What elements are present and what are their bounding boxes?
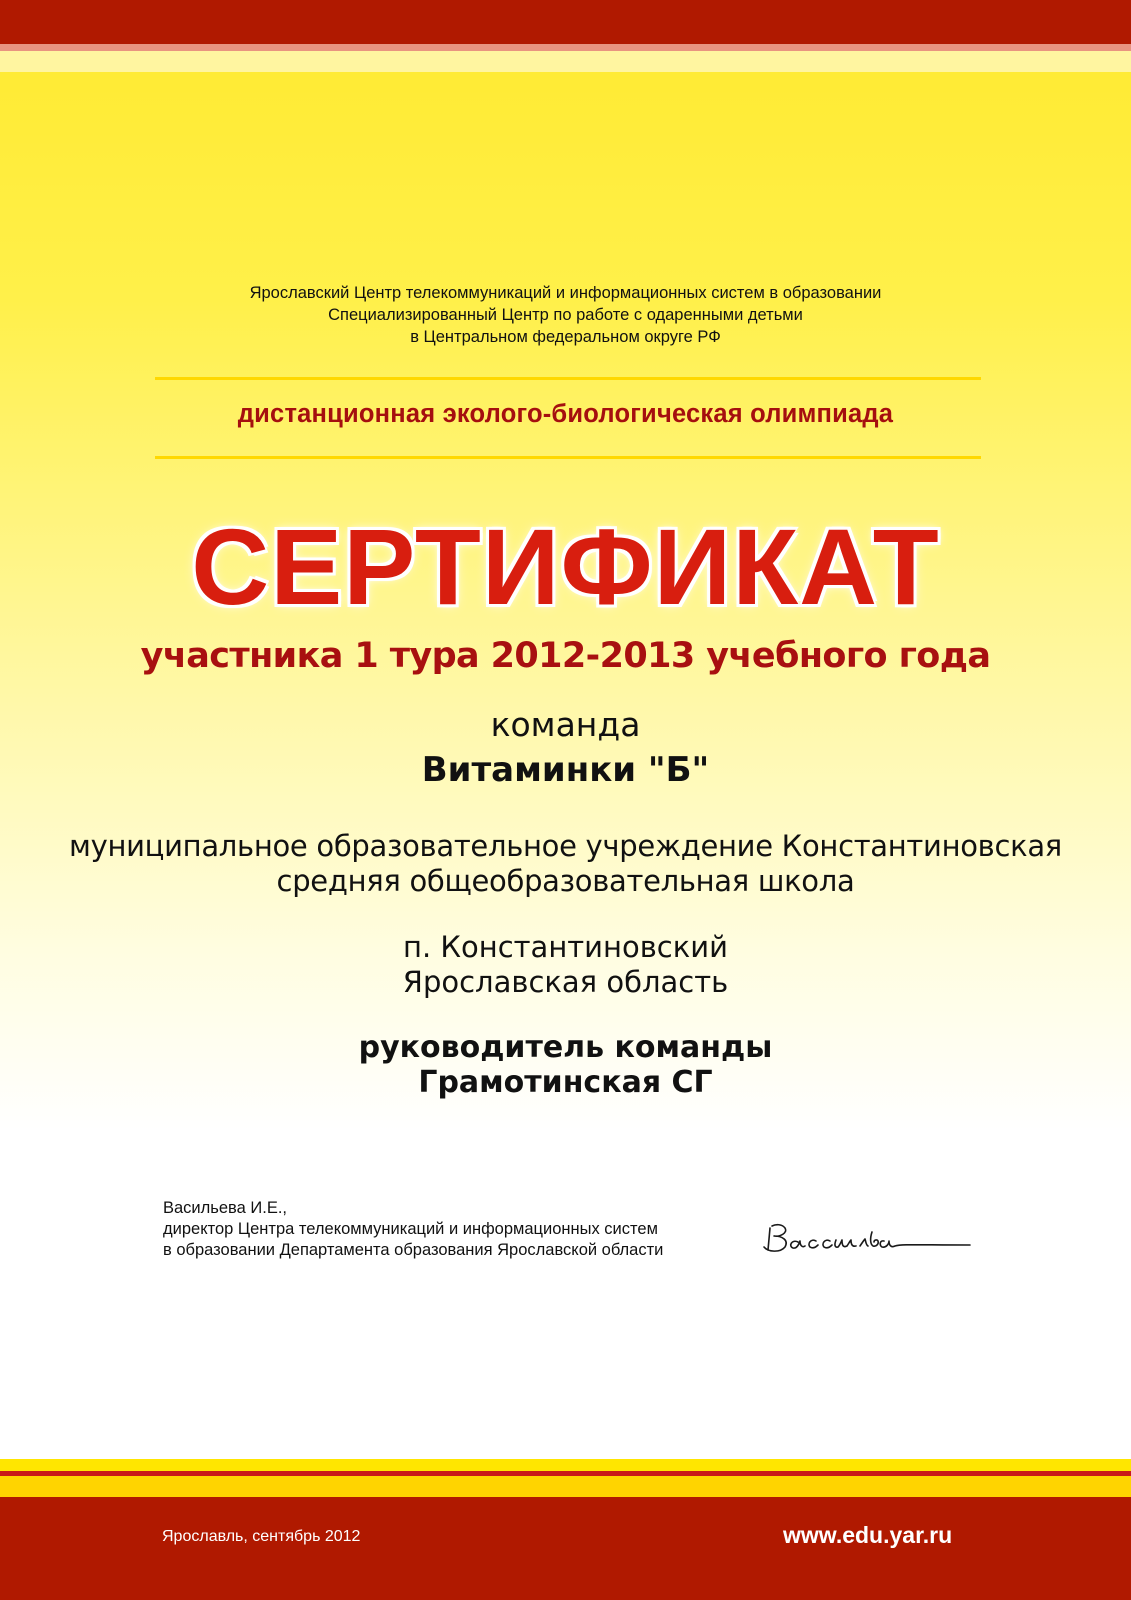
footer-website-link[interactable]: www.edu.yar.ru — [783, 1522, 953, 1548]
footer-city-date: Ярославль, сентябрь 2012 — [162, 1528, 361, 1545]
divider-bottom — [155, 456, 981, 459]
olympiad-title: дистанционная эколого-биологическая олимпиада — [237, 400, 894, 428]
certificate-title: СЕРТИФИКАТ — [191, 506, 940, 627]
leader-label: руководитель команды — [358, 1030, 773, 1065]
top-cream-stripe — [0, 51, 1131, 72]
director-block — [163, 1198, 663, 1261]
organization-line-3: в Центральном федеральном округе РФ — [410, 328, 721, 346]
school-line-2: средняя общеобразовательная школа — [276, 864, 855, 898]
organization-line-2: Специализированный Центр по работе с одаренными детьми — [328, 306, 803, 324]
team-label: команда — [490, 705, 641, 744]
certificate-subtitle: участника 1 тура 2012-2013 учебного года — [140, 636, 991, 676]
bottom-red-band — [0, 1497, 1131, 1600]
signature-image — [758, 1214, 988, 1264]
organization-header — [0, 282, 1131, 348]
top-red-band — [0, 0, 1131, 44]
director-title-line-2: в образовании Департамента образования Ярославской области — [163, 1241, 664, 1259]
leader-name: Грамотинская СГ — [418, 1065, 713, 1100]
team-name: Витаминки "Б" — [421, 750, 710, 790]
director-name: Васильева И.Е., — [163, 1199, 288, 1217]
divider-top — [155, 377, 981, 380]
organization-line-1: Ярославский Центр телекоммуникаций и информационных систем в образовании — [249, 284, 882, 302]
place-line-1: п. Константиновский — [403, 930, 728, 964]
place-line-2: Ярославская область — [402, 965, 729, 999]
top-pink-stripe — [0, 44, 1131, 51]
director-title-line-1: директор Центра телекоммуникаций и информационных систем — [163, 1220, 658, 1238]
school-line-1: муниципальное образовательное учреждение Константиновская — [69, 829, 1062, 863]
bottom-yellow-stripe — [0, 1459, 1131, 1471]
bottom-gold-stripe — [0, 1476, 1131, 1497]
